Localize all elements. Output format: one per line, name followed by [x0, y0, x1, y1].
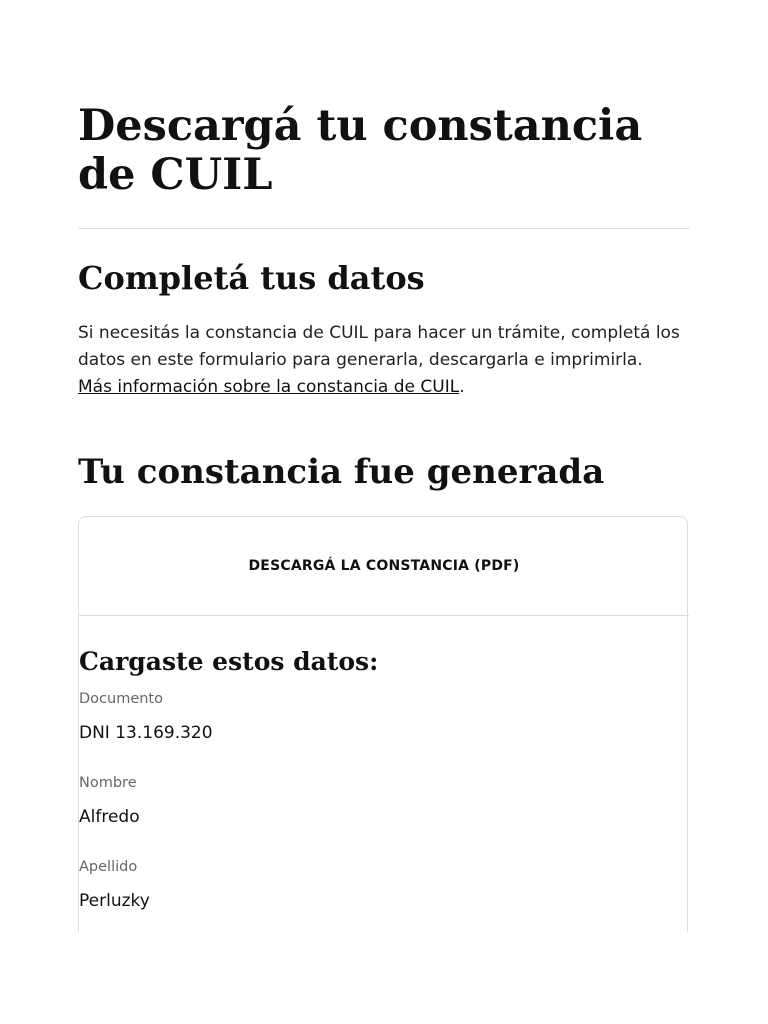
- field-label: Documento: [79, 691, 163, 707]
- field-label: Nombre: [79, 775, 137, 791]
- title-divider: [78, 228, 690, 229]
- more-info-link[interactable]: Más información sobre la constancia de CUIL: [78, 377, 460, 397]
- field-apellido: [79, 857, 679, 913]
- field-value: Perluzky: [79, 891, 150, 911]
- result-section-title: Tu constancia fue generada: [78, 452, 605, 492]
- field-documento: [79, 689, 679, 745]
- page-bottom-edge: [0, 932, 768, 1024]
- result-card: [78, 516, 688, 956]
- field-value: DNI 13.169.320: [79, 723, 213, 743]
- page-title: Descargá tu constancia de CUIL: [78, 101, 643, 200]
- download-pdf-button[interactable]: DESCARGÁ LA CONSTANCIA (PDF): [248, 558, 520, 574]
- form-section-title: Completá tus datos: [78, 259, 425, 297]
- more-info-suffix: .: [459, 377, 465, 397]
- field-label: Apellido: [79, 859, 138, 875]
- field-value: Alfredo: [79, 807, 140, 827]
- card-divider: [79, 615, 689, 616]
- intro-text: Si necesitás la constancia de CUIL para hacer un trámite, completá los datos en este formulario para generarla, descargarla e imprimirla.: [78, 323, 680, 370]
- loaded-data-title: Cargaste estos datos:: [79, 647, 379, 676]
- field-nombre: [79, 773, 679, 829]
- intro-paragraph: [78, 320, 690, 401]
